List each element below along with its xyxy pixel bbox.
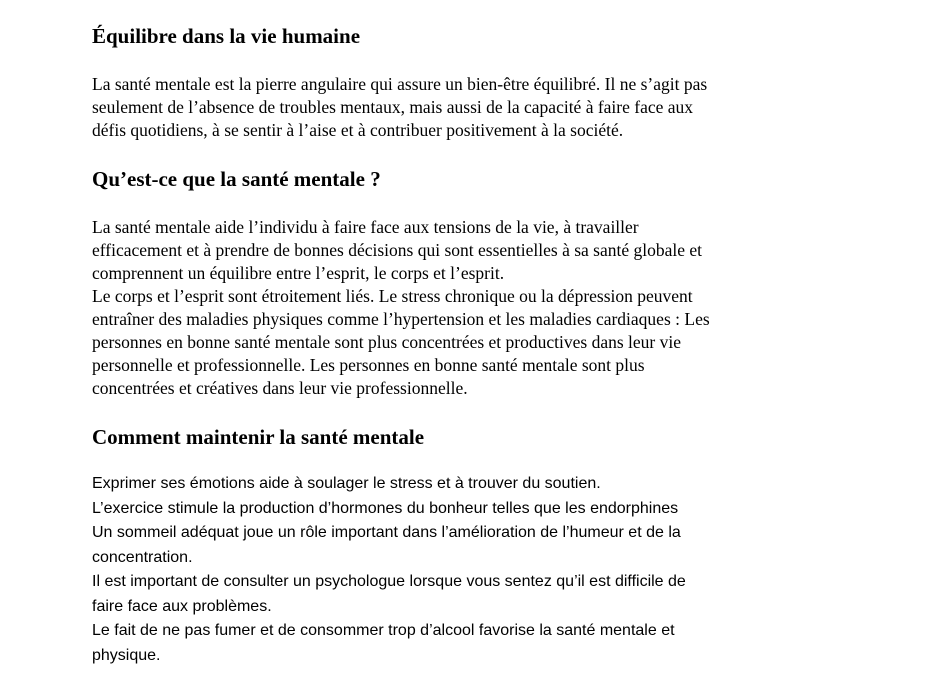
text-line: concentration.: [92, 548, 193, 566]
paragraph-tips: [92, 472, 812, 668]
text-line: physique.: [92, 646, 161, 664]
document-page: [92, 22, 812, 668]
text-line: faire face aux problèmes.: [92, 597, 272, 615]
text-line: La santé mentale aide l’individu à faire face aux tensions de la vie, à travailler: [92, 217, 639, 237]
text-line: personnelle et professionnelle. Les personnes en bonne santé mentale sont plus: [92, 355, 645, 375]
text-line: efficacement et à prendre de bonnes décisions qui sont essentielles à sa santé globale et: [92, 240, 703, 260]
paragraph-definition: [92, 216, 812, 400]
text-line: concentrées et créatives dans leur vie professionnelle.: [92, 378, 468, 398]
text-line: Il est important de consulter un psychologue lorsque vous sentez qu’il est difficile de: [92, 573, 686, 590]
text-line: L’exercice stimule la production d’hormones du bonheur telles que les endorphines: [92, 499, 679, 517]
text-line: entraîner des maladies physiques comme l’hypertension et les maladies cardiaques : Les: [92, 309, 710, 329]
paragraph-intro: [92, 73, 812, 142]
text-line: seulement de l’absence de troubles mentaux, mais aussi de la capacité à faire face aux: [92, 97, 694, 117]
text-line: Le corps et l’esprit sont étroitement liés. Le stress chronique ou la dépression peuvent: [92, 286, 693, 306]
text-line: personnes en bonne santé mentale sont plus concentrées et productives dans leur vie: [92, 332, 681, 352]
text-line: Un sommeil adéquat joue un rôle important dans l’amélioration de l’humeur et de la: [92, 524, 681, 541]
heading-definition: Qu’est-ce que la santé mentale ?: [92, 167, 381, 191]
heading-maintain: Comment maintenir la santé mentale: [92, 425, 425, 449]
text-line: Exprimer ses émotions aide à soulager le stress et à trouver du soutien.: [92, 475, 601, 492]
heading-equilibre: Équilibre dans la vie humaine: [92, 24, 361, 48]
text-line: La santé mentale est la pierre angulaire qui assure un bien-être équilibré. Il ne s’agit pas: [92, 74, 708, 94]
text-line: comprennent un équilibre entre l’esprit, le corps et l’esprit.: [92, 263, 505, 283]
text-line: Le fait de ne pas fumer et de consommer trop d’alcool favorise la santé mentale et: [92, 622, 675, 639]
text-line: défis quotidiens, à se sentir à l’aise et à contribuer positivement à la société.: [92, 120, 624, 140]
